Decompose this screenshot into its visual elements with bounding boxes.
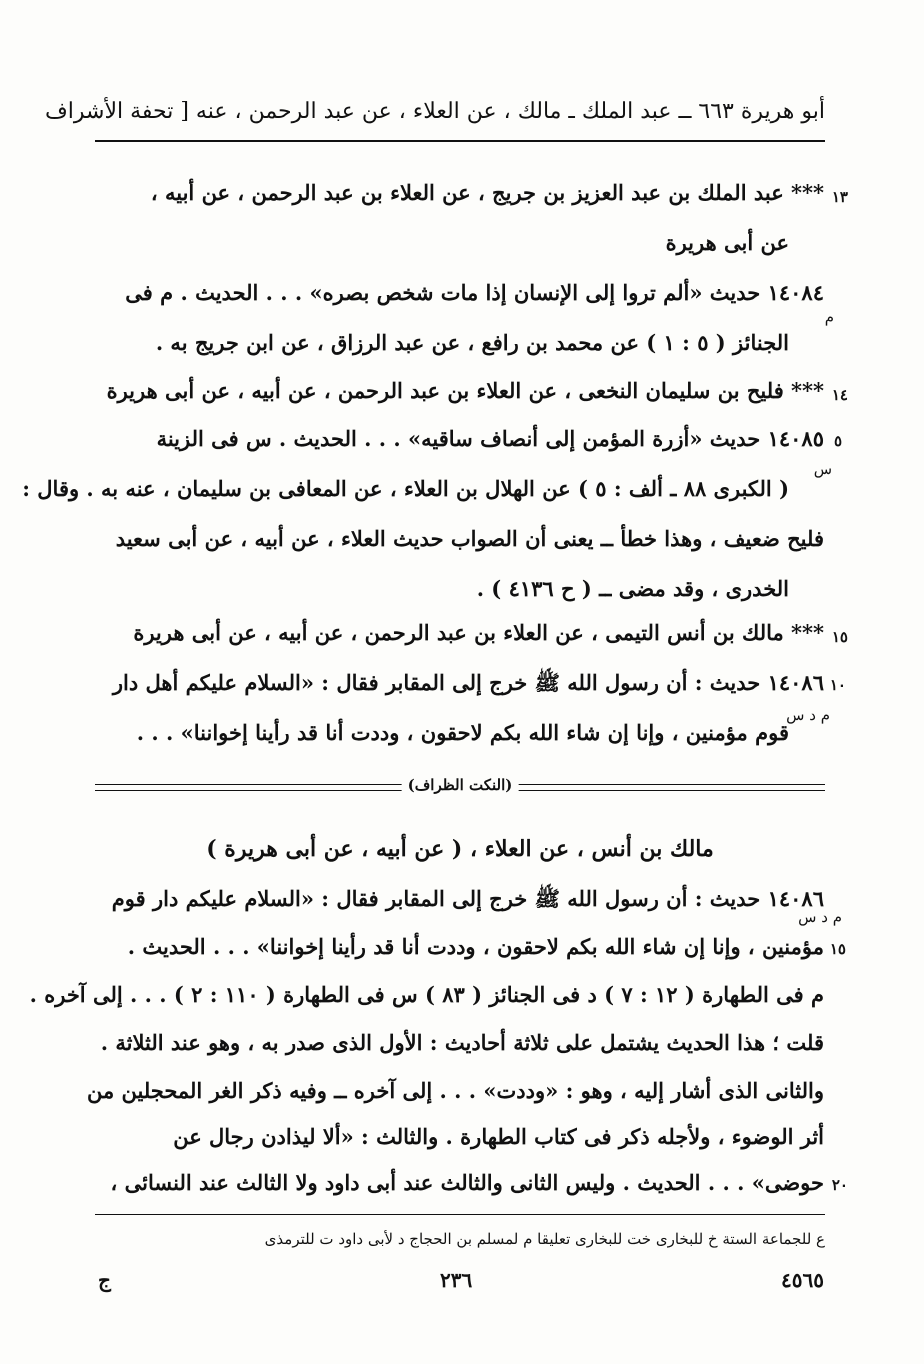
hadith-line: قوم مؤمنين ، وإنا إن شاء الله بكم لاحقون ، وددت أنا قد رأينا إخواننا» . . . <box>136 720 789 745</box>
entry-line: *** مالك بن أنس التيمى ، عن العلاء بن عبد الرحمن ، عن أبيه ، عن أبى هريرة <box>133 620 824 645</box>
section-separator <box>95 778 825 798</box>
header-rule <box>95 140 825 142</box>
entry-line: *** عبد الملك بن عبد العزيز بن جريج ، عن العلاء بن عبد الرحمن ، عن أبيه ، <box>150 180 824 205</box>
hadith-line: ١٤٠٨٥ حديث «أزرة المؤمن إلى أنصاف ساقيه» . . . الحديث . س فى الزينة <box>156 426 824 451</box>
nukat-line: قلت ؛ هذا الحديث يشتمل على ثلاثة أحاديث : الأول الذى صدر به ، وهو عند الثلاثة . <box>100 1030 824 1055</box>
hadith-line: ( الكبرى ٨٨ ـ ألف : ٥ ) عن الهلال بن العلاء ، عن المعافى بن سليمان ، عنه به . وقال : <box>22 476 789 501</box>
separator-label: (النكت الظراف) <box>402 776 519 794</box>
entry-line: *** فليح بن سليمان النخعى ، عن العلاء بن عبد الرحمن ، عن أبيه ، عن أبى هريرة <box>106 378 824 403</box>
line-number: ١٥ <box>831 628 848 646</box>
nukat-line: والثانى الذى أشار إليه ، وهو : «وددت» . . . إلى آخره ــ وفيه ذكر الغر المحجلين من <box>86 1078 824 1103</box>
nukat-line: مؤمنين ، وإنا إن شاء الله بكم لاحقون ، وددت أنا قد رأينا إخواننا» . . . الحديث . <box>127 934 824 959</box>
footer-rule <box>95 1214 825 1215</box>
abbreviations-key: ع للجماعة الستة خ للبخارى خت للبخارى تعليقا م لمسلم بن الحجاج د لأبى داود ت للترمذى <box>264 1230 825 1248</box>
hadith-line: الخدرى ، وقد مضى ــ ( ح ٤١٣٦ ) . <box>476 576 789 601</box>
line-number: ١٤ <box>831 386 848 404</box>
nukat-line: م فى الطهارة ( ١٢ : ٧ ) د فى الجنائز ( ٨٣ ) س فى الطهارة ( ١١٠ : ٢ ) . . . إلى آخره . <box>29 982 824 1007</box>
hadith-line: ١٤٠٨٤ حديث «ألم تروا إلى الإنسان إذا مات شخص بصره» . . . الحديث . م فى <box>125 280 824 305</box>
line-number: ١٣ <box>831 188 848 206</box>
source-sigla: م د س <box>786 706 830 724</box>
line-number: ٢٠ <box>831 1176 848 1194</box>
nukat-line: أثر الوضوء ، ولأجله ذكر فى كتاب الطهارة . والثالث : «ألا ليذادن رجال عن <box>173 1124 824 1149</box>
source-sigla: م د س <box>798 908 842 926</box>
source-sigla: م <box>824 308 834 326</box>
volume-letter: ج <box>98 1268 111 1292</box>
hadith-line: ١٤٠٨٦ حديث : أن رسول الله ﷺ خرج إلى المقابر فقال : «السلام عليكم أهل دار <box>112 670 824 695</box>
source-sigla: س <box>813 460 832 478</box>
line-number: ٥ <box>833 432 842 450</box>
section-subtitle: مالك بن أنس ، عن العلاء ، ( عن أبيه ، عن أبى هريرة ) <box>206 836 714 862</box>
hadith-line: الجنائز ( ٥ : ١ ) عن محمد بن رافع ، عن عبد الرزاق ، عن ابن جريج به . <box>155 330 789 355</box>
nukat-line: حوضى» . . . الحديث . وليس الثانى والثالث عند أبى داود ولا الثالث عند النسائى ، <box>110 1170 824 1195</box>
hadith-line: فليح ضعيف ، وهذا خطأ ــ يعنى أن الصواب حديث العلاء ، عن أبيه ، عن أبى سعيد <box>115 526 824 551</box>
nukat-line: ١٤٠٨٦ حديث : أن رسول الله ﷺ خرج إلى المقابر فقال : «السلام عليكم دار قوم <box>111 886 824 911</box>
entry-line: عن أبى هريرة <box>665 230 789 255</box>
running-header: أبو هريرة ٦٦٣ ــ عبد الملك ـ مالك ، عن العلاء ، عن عبد الرحمن ، عنه [ تحفة الأشراف <box>44 99 825 124</box>
line-number: ١٠ <box>829 676 846 694</box>
page-number: ٢٣٦ <box>440 1268 473 1292</box>
line-number: ١٥ <box>829 940 846 958</box>
hadith-range-number: ٤٥٦٥ <box>781 1268 824 1292</box>
